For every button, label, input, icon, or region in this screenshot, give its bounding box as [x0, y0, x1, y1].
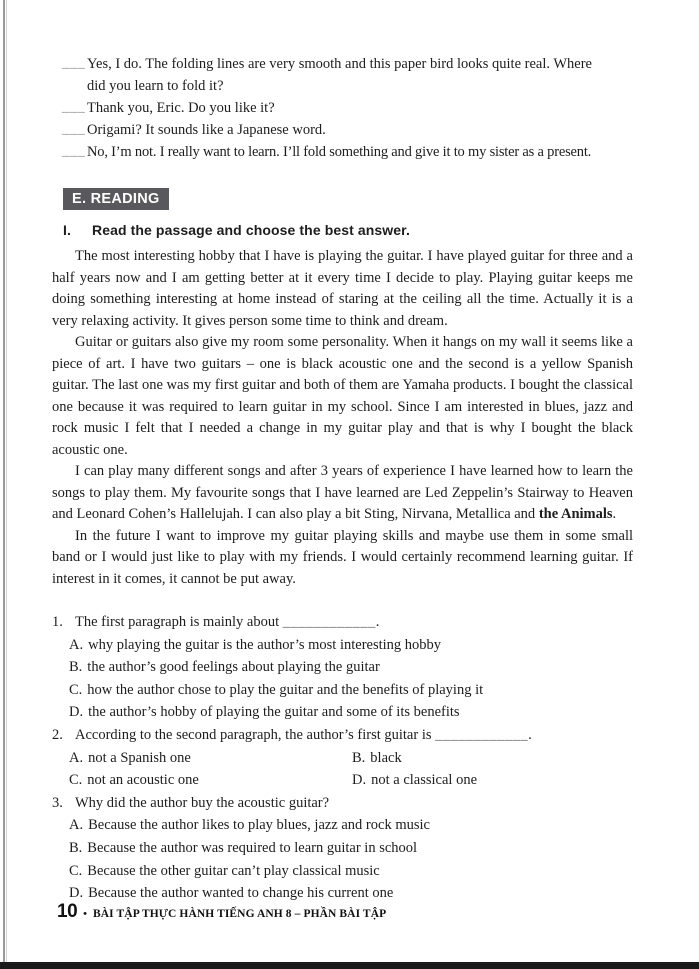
option-text: Because the author was required to learn guitar in school — [87, 839, 418, 856]
option-label: D. — [69, 885, 84, 902]
answer-blank: ___ — [62, 55, 86, 71]
option-text: not a Spanish one — [88, 749, 191, 766]
question-stem: According to the second paragraph, the author’s first guitar is — [75, 726, 436, 743]
option-label: A. — [69, 636, 84, 653]
questions-list — [52, 611, 633, 905]
dialogue-text: No, I’m not. I really want to learn. I’ll fold something and give it to my sister as a present. — [87, 144, 592, 160]
section-heading-label: E. READING — [72, 191, 160, 207]
passage-paragraph-3 — [52, 461, 633, 526]
question-3-option-b — [52, 837, 633, 860]
option-label: D. — [352, 772, 367, 789]
question-1-option-b — [52, 656, 633, 679]
option-text: how the author chose to play the guitar and the benefits of playing it — [87, 681, 484, 698]
option-text: not a classical one — [371, 772, 477, 789]
page-footer — [57, 901, 386, 923]
question-stem: The first paragraph is mainly about — [75, 614, 283, 630]
question-3-option-a — [52, 814, 633, 837]
option-text: the author’s good feelings about playing the guitar — [87, 659, 380, 676]
option-text: not an acoustic one — [87, 772, 199, 789]
option-label: C. — [69, 681, 83, 698]
question-number: 3. — [52, 794, 63, 811]
option-text: black — [370, 749, 402, 766]
question-2-option-a — [69, 747, 352, 770]
option-label: A. — [69, 817, 84, 834]
question-period: . — [528, 726, 532, 743]
dialogue-ordering-list — [62, 53, 687, 163]
question-1-option-d — [52, 701, 633, 724]
question-2 — [52, 724, 633, 747]
option-label: B. — [352, 749, 366, 766]
page-number: 10 — [57, 901, 78, 922]
option-label: A. — [69, 749, 84, 766]
passage-paragraph-4: In the future I want to improve my guitar playing skills and maybe use them in some small band or I would just like to play with my friends. I would certainly recommend learning guitar. If interest in it comes, it cannot be put away. — [52, 527, 633, 587]
dialogue-line — [62, 53, 687, 75]
option-label: B. — [69, 659, 83, 676]
page-left-edge-shadow — [6, 0, 7, 962]
option-label: B. — [69, 839, 83, 856]
answer-blank: ___ — [62, 143, 86, 159]
bold-phrase: the Animals — [538, 506, 613, 522]
question-2-option-b — [352, 747, 402, 770]
option-label: D. — [69, 704, 84, 721]
question-1-option-a — [52, 634, 633, 657]
dialogue-line — [62, 141, 687, 163]
dialogue-text: did you learn to fold it? — [87, 78, 224, 94]
option-text: Because the author likes to play blues, jazz and rock music — [88, 817, 430, 834]
question-1 — [52, 611, 633, 634]
option-text: Because the other guitar can’t play classical music — [87, 862, 380, 879]
option-text: the author’s hobby of playing the guitar and some of its benefits — [88, 704, 460, 721]
question-2-options-row-1 — [52, 747, 633, 770]
page-bottom-black-bar — [0, 962, 699, 969]
footer-bullet-separator: • — [83, 908, 87, 920]
exercise-numeral: I. — [63, 222, 71, 238]
question-blank: ____________ — [435, 726, 529, 743]
question-1-option-c — [52, 679, 633, 702]
question-2-option-c — [69, 769, 352, 792]
dialogue-line — [62, 119, 687, 141]
question-3-option-c — [52, 860, 633, 883]
question-period: . — [375, 614, 380, 630]
question-text — [75, 611, 633, 634]
question-2-option-d — [352, 769, 477, 792]
dialogue-text: Origami? It sounds like a Japanese word. — [87, 122, 326, 138]
dialogue-text: Thank you, Eric. Do you like it? — [87, 100, 275, 116]
exercise-title: Read the passage and choose the best answer. — [92, 222, 410, 238]
answer-blank: ___ — [62, 121, 86, 137]
question-number: 2. — [52, 726, 63, 743]
reading-passage — [52, 246, 633, 590]
question-stem: Why did the author buy the acoustic guitar? — [75, 794, 330, 811]
dialogue-line — [62, 97, 687, 119]
paragraph-text: . — [612, 506, 617, 522]
question-text — [75, 792, 633, 815]
dialogue-text: Yes, I do. The folding lines are very smooth and this paper bird looks quite real. Where — [87, 56, 592, 72]
question-2-options-row-2 — [52, 769, 633, 792]
answer-blank: ___ — [62, 99, 86, 115]
question-blank: ____________ — [282, 614, 376, 630]
book-title: BÀI TẬP THỰC HÀNH TIẾNG ANH 8 – PHẦN BÀI TẬP — [93, 908, 387, 920]
paragraph-text: I can play many different songs and after 3 years of experience I have learned how to learn the songs to play them. My favourite songs that I have learned are Led Zeppelin’s Stairway to Heaven and Leonard Cohen’s Hallelujah. I can also play a bit Sting, Nirvana, Metallica and — [52, 463, 633, 522]
option-label: C. — [69, 772, 83, 789]
dialogue-line-continuation — [87, 75, 687, 97]
option-text: Because the author wanted to change his current one — [88, 885, 394, 902]
option-text: why playing the guitar is the author’s most interesting hobby — [88, 636, 442, 653]
question-text — [75, 724, 633, 747]
passage-paragraph-1: The most interesting hobby that I have is playing the guitar. I have played guitar for three and a half years now and I am getting better at it every time I decide to play. Playing guitar keeps me doing something interesting at home instead of staring at the ceiling all the time. Actually it is a very relaxing activity. It gives person some time to think and dream. — [52, 248, 633, 329]
section-heading-box — [63, 188, 169, 210]
page-left-edge-line — [3, 0, 5, 962]
question-number: 1. — [52, 614, 63, 630]
option-label: C. — [69, 862, 83, 879]
exercise-heading — [63, 222, 653, 238]
question-3 — [52, 792, 633, 815]
passage-paragraph-2: Guitar or guitars also give my room some personality. When it hangs on my wall it seems like a piece of art. I have two guitars – one is black acoustic one and the second is a yellow Spanish guitar. The last one was my first guitar and both of them are Yamaha products. I bought the classical one because it was required to learn guitar in my school. Since I am interested in blues, jazz and rock music I felt that I needed a change in my guitar play and that is why I bought the black acoustic one. — [52, 334, 633, 458]
